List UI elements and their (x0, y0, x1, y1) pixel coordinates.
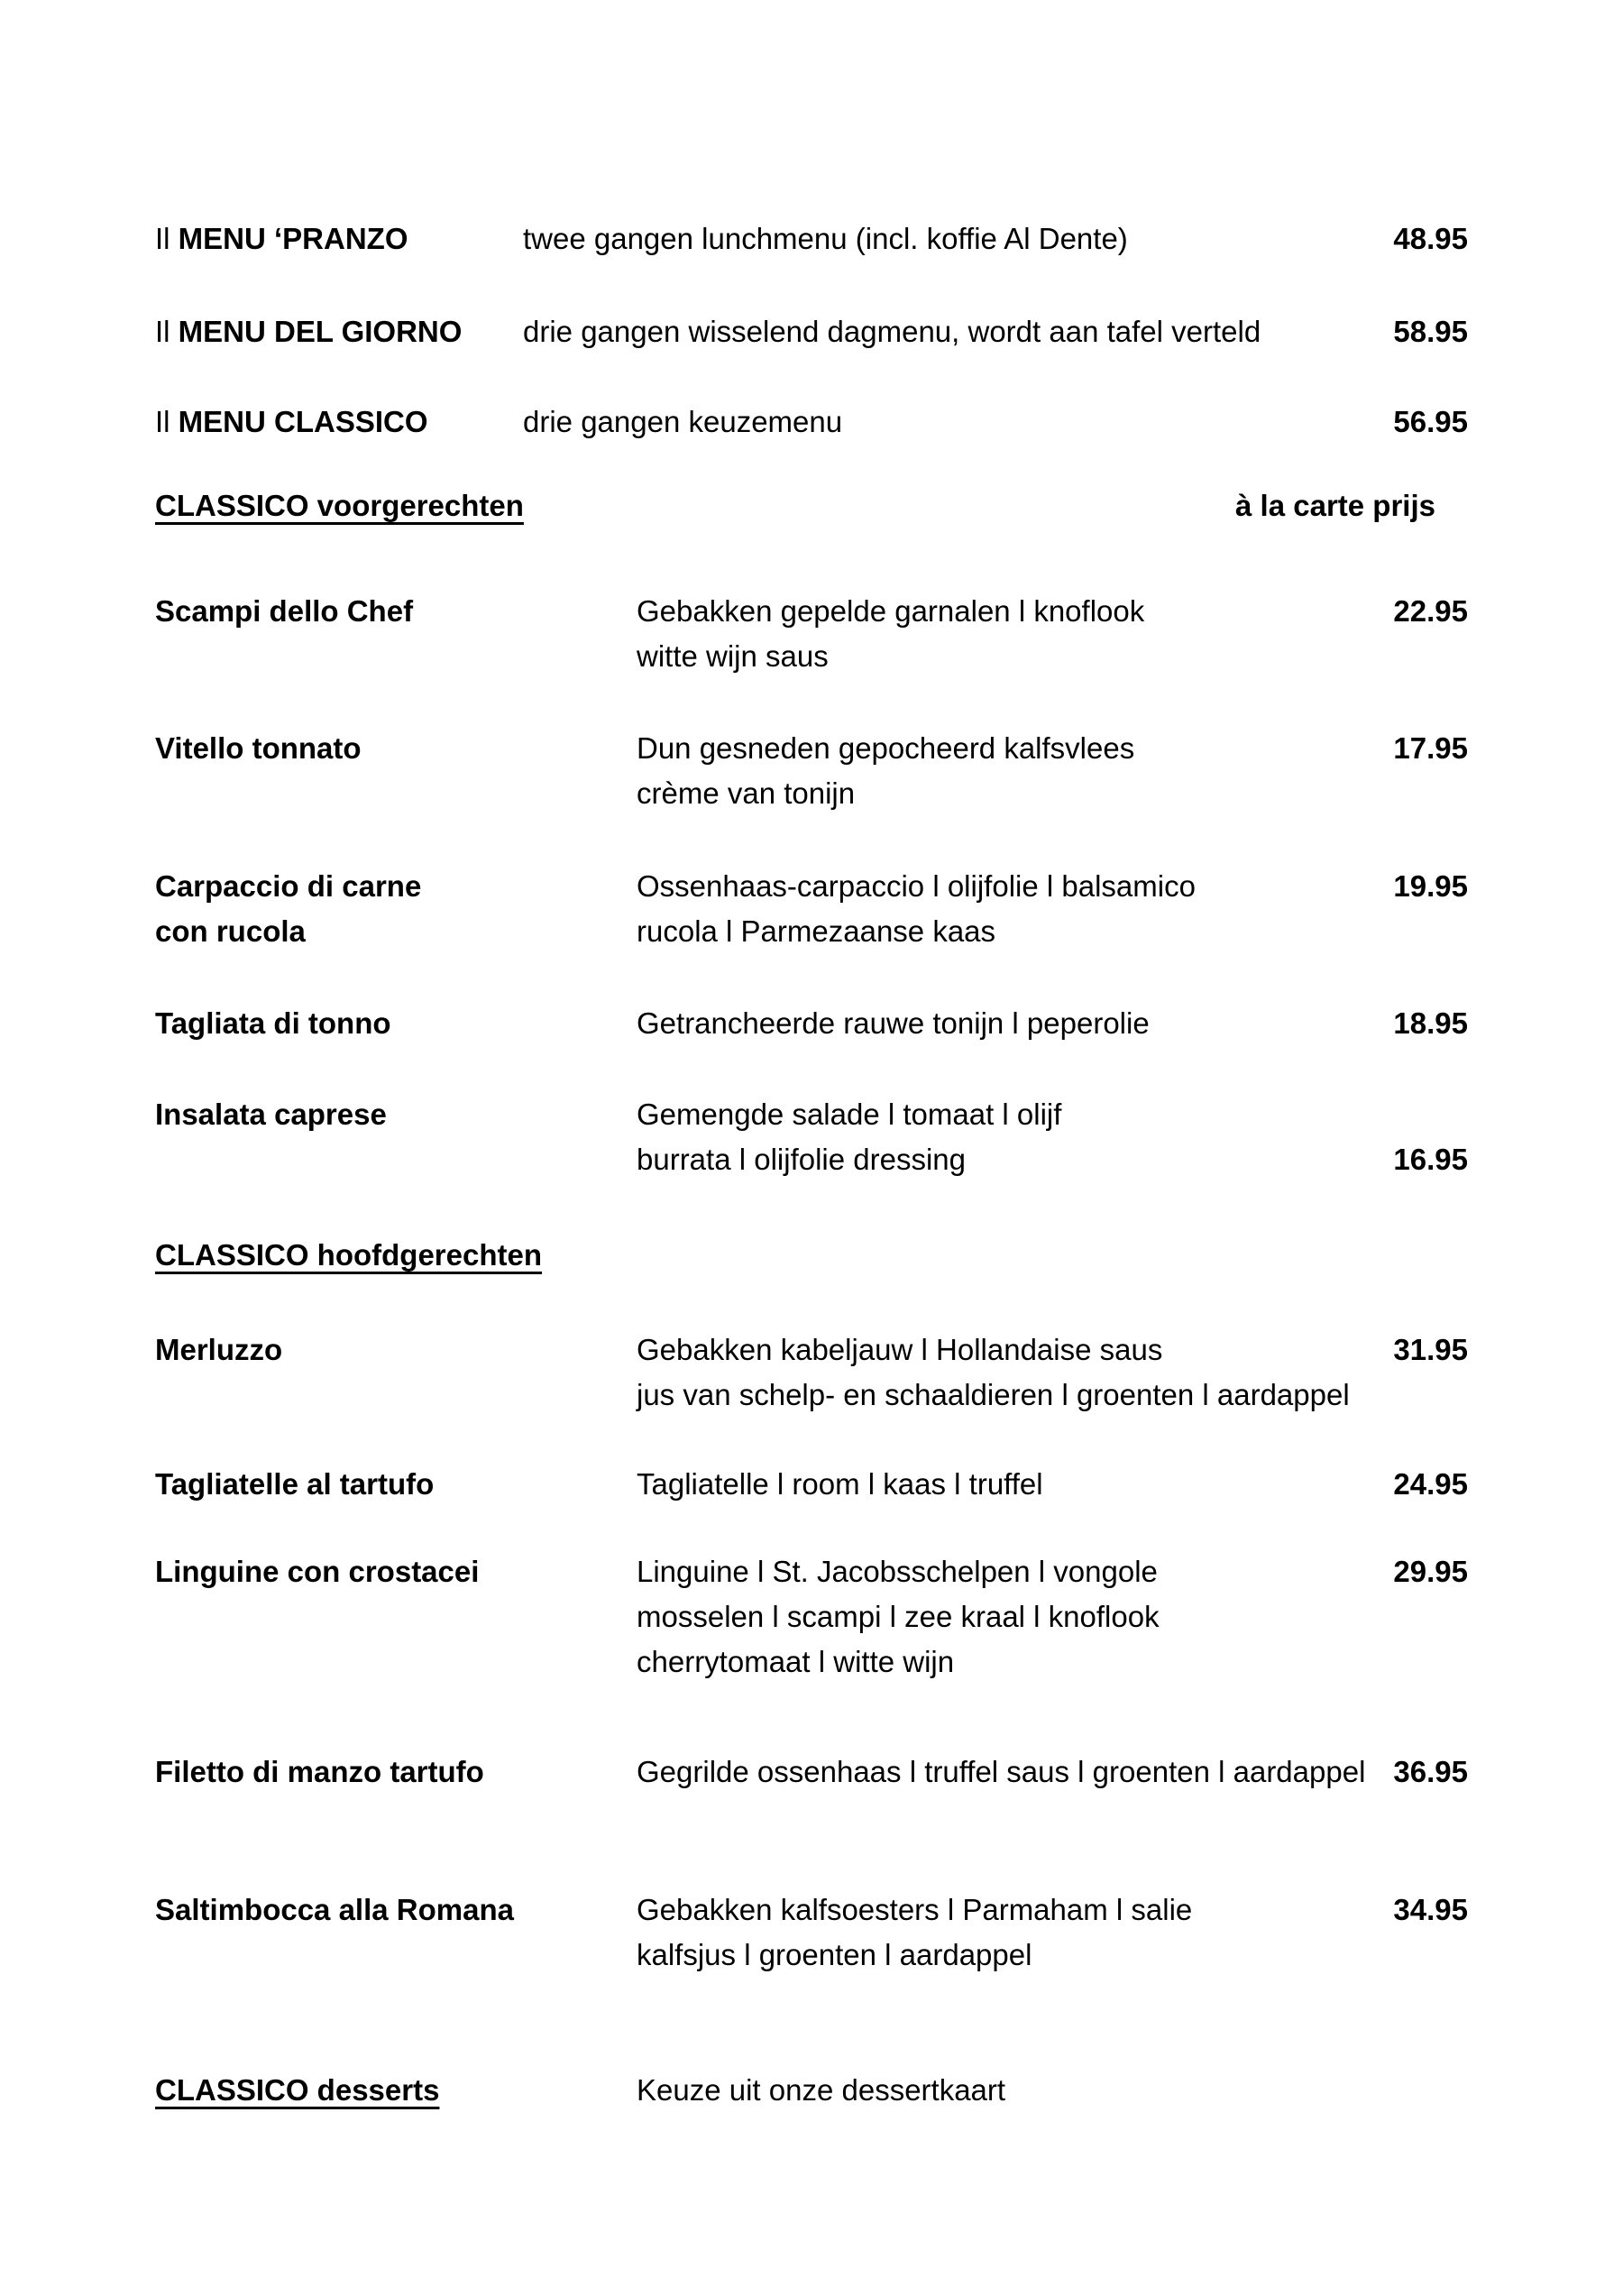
section-heading-hoofdgerechten: CLASSICO hoofdgerechten (155, 1238, 543, 1272)
menu-option-prefix: Il (155, 222, 170, 255)
dish-price: 16.95 (1393, 1143, 1468, 1176)
menu-option-title: MENU CLASSICO (178, 405, 428, 438)
dish-name: Linguine con crostacei (155, 1555, 480, 1588)
menu-option-prefix: Il (155, 405, 170, 438)
section-description: Keuze uit onze dessertkaart (637, 2073, 1006, 2107)
dish-description: Tagliatelle l room l kaas l truffel (637, 1467, 1043, 1501)
menu-option-name (155, 400, 428, 445)
dish-name: Saltimbocca alla Romana (155, 1893, 514, 1926)
price-column-header: à la carte prijs (1235, 489, 1435, 522)
dish-name: Filetto di manzo tartufo (155, 1755, 484, 1788)
dish-description: Gebakken gepelde garnalen l knoflook witte wijn saus (637, 594, 1145, 673)
menu-option-title: MENU ‘PRANZO (178, 222, 408, 255)
menu-option-price: 56.95 (1393, 405, 1468, 438)
dish-description: Ossenhaas-carpaccio l olijfolie l balsamico rucola l Parmezaanse kaas (637, 869, 1196, 948)
dish-description: Gemengde salade l tomaat l olijf burrata l olijfolie dressing (637, 1097, 1062, 1176)
dish-name: Insalata caprese (155, 1097, 387, 1131)
menu-option-name (155, 216, 408, 262)
section-heading-voorgerechten: CLASSICO voorgerechten (155, 489, 524, 522)
menu-option-price: 58.95 (1393, 315, 1468, 348)
dish-description: Dun gesneden gepocheerd kalfsvlees crème van tonijn (637, 731, 1135, 810)
dish-description: Gebakken kalfsoesters l Parmaham l salie kalfsjus l groenten l aardappel (637, 1893, 1193, 1971)
dish-description: Getrancheerde rauwe tonijn l peperolie (637, 1006, 1150, 1040)
dish-price: 17.95 (1393, 731, 1468, 765)
dish-name: Tagliata di tonno (155, 1006, 391, 1040)
menu-option-prefix: Il (155, 315, 170, 348)
dish-price: 34.95 (1393, 1893, 1468, 1926)
dish-name: Carpaccio di carne con rucola (155, 869, 422, 948)
section-heading-desserts: CLASSICO desserts (155, 2073, 440, 2107)
dish-price: 24.95 (1393, 1467, 1468, 1501)
menu-option-title: MENU DEL GIORNO (178, 315, 463, 348)
dish-description: Gegrilde ossenhaas l truffel saus l groenten l aardappel (637, 1755, 1366, 1788)
dish-name: Scampi dello Chef (155, 594, 414, 628)
dish-price: 29.95 (1393, 1555, 1468, 1588)
dish-price: 22.95 (1393, 594, 1468, 628)
dish-price: 31.95 (1393, 1333, 1468, 1366)
dish-name: Vitello tonnato (155, 731, 362, 765)
dish-description: Gebakken kabeljauw l Hollandaise saus jus van schelp- en schaaldieren l groenten l aardappel (637, 1333, 1350, 1411)
menu-option-name (155, 309, 462, 354)
menu-option-description: twee gangen lunchmenu (incl. koffie Al Dente) (523, 222, 1128, 255)
dish-name: Tagliatelle al tartufo (155, 1467, 435, 1501)
dish-price: 18.95 (1393, 1006, 1468, 1040)
menu-option-description: drie gangen keuzemenu (523, 405, 843, 438)
dish-price: 19.95 (1393, 869, 1468, 903)
dish-price: 36.95 (1393, 1755, 1468, 1788)
dish-description: Linguine l St. Jacobsschelpen l vongole mosselen l scampi l zee kraal l knoflook cherrytomaat l witte wijn (637, 1555, 1160, 1678)
menu-option-description: drie gangen wisselend dagmenu, wordt aan tafel verteld (523, 315, 1261, 348)
dish-name: Merluzzo (155, 1333, 283, 1366)
menu-option-price: 48.95 (1393, 222, 1468, 255)
